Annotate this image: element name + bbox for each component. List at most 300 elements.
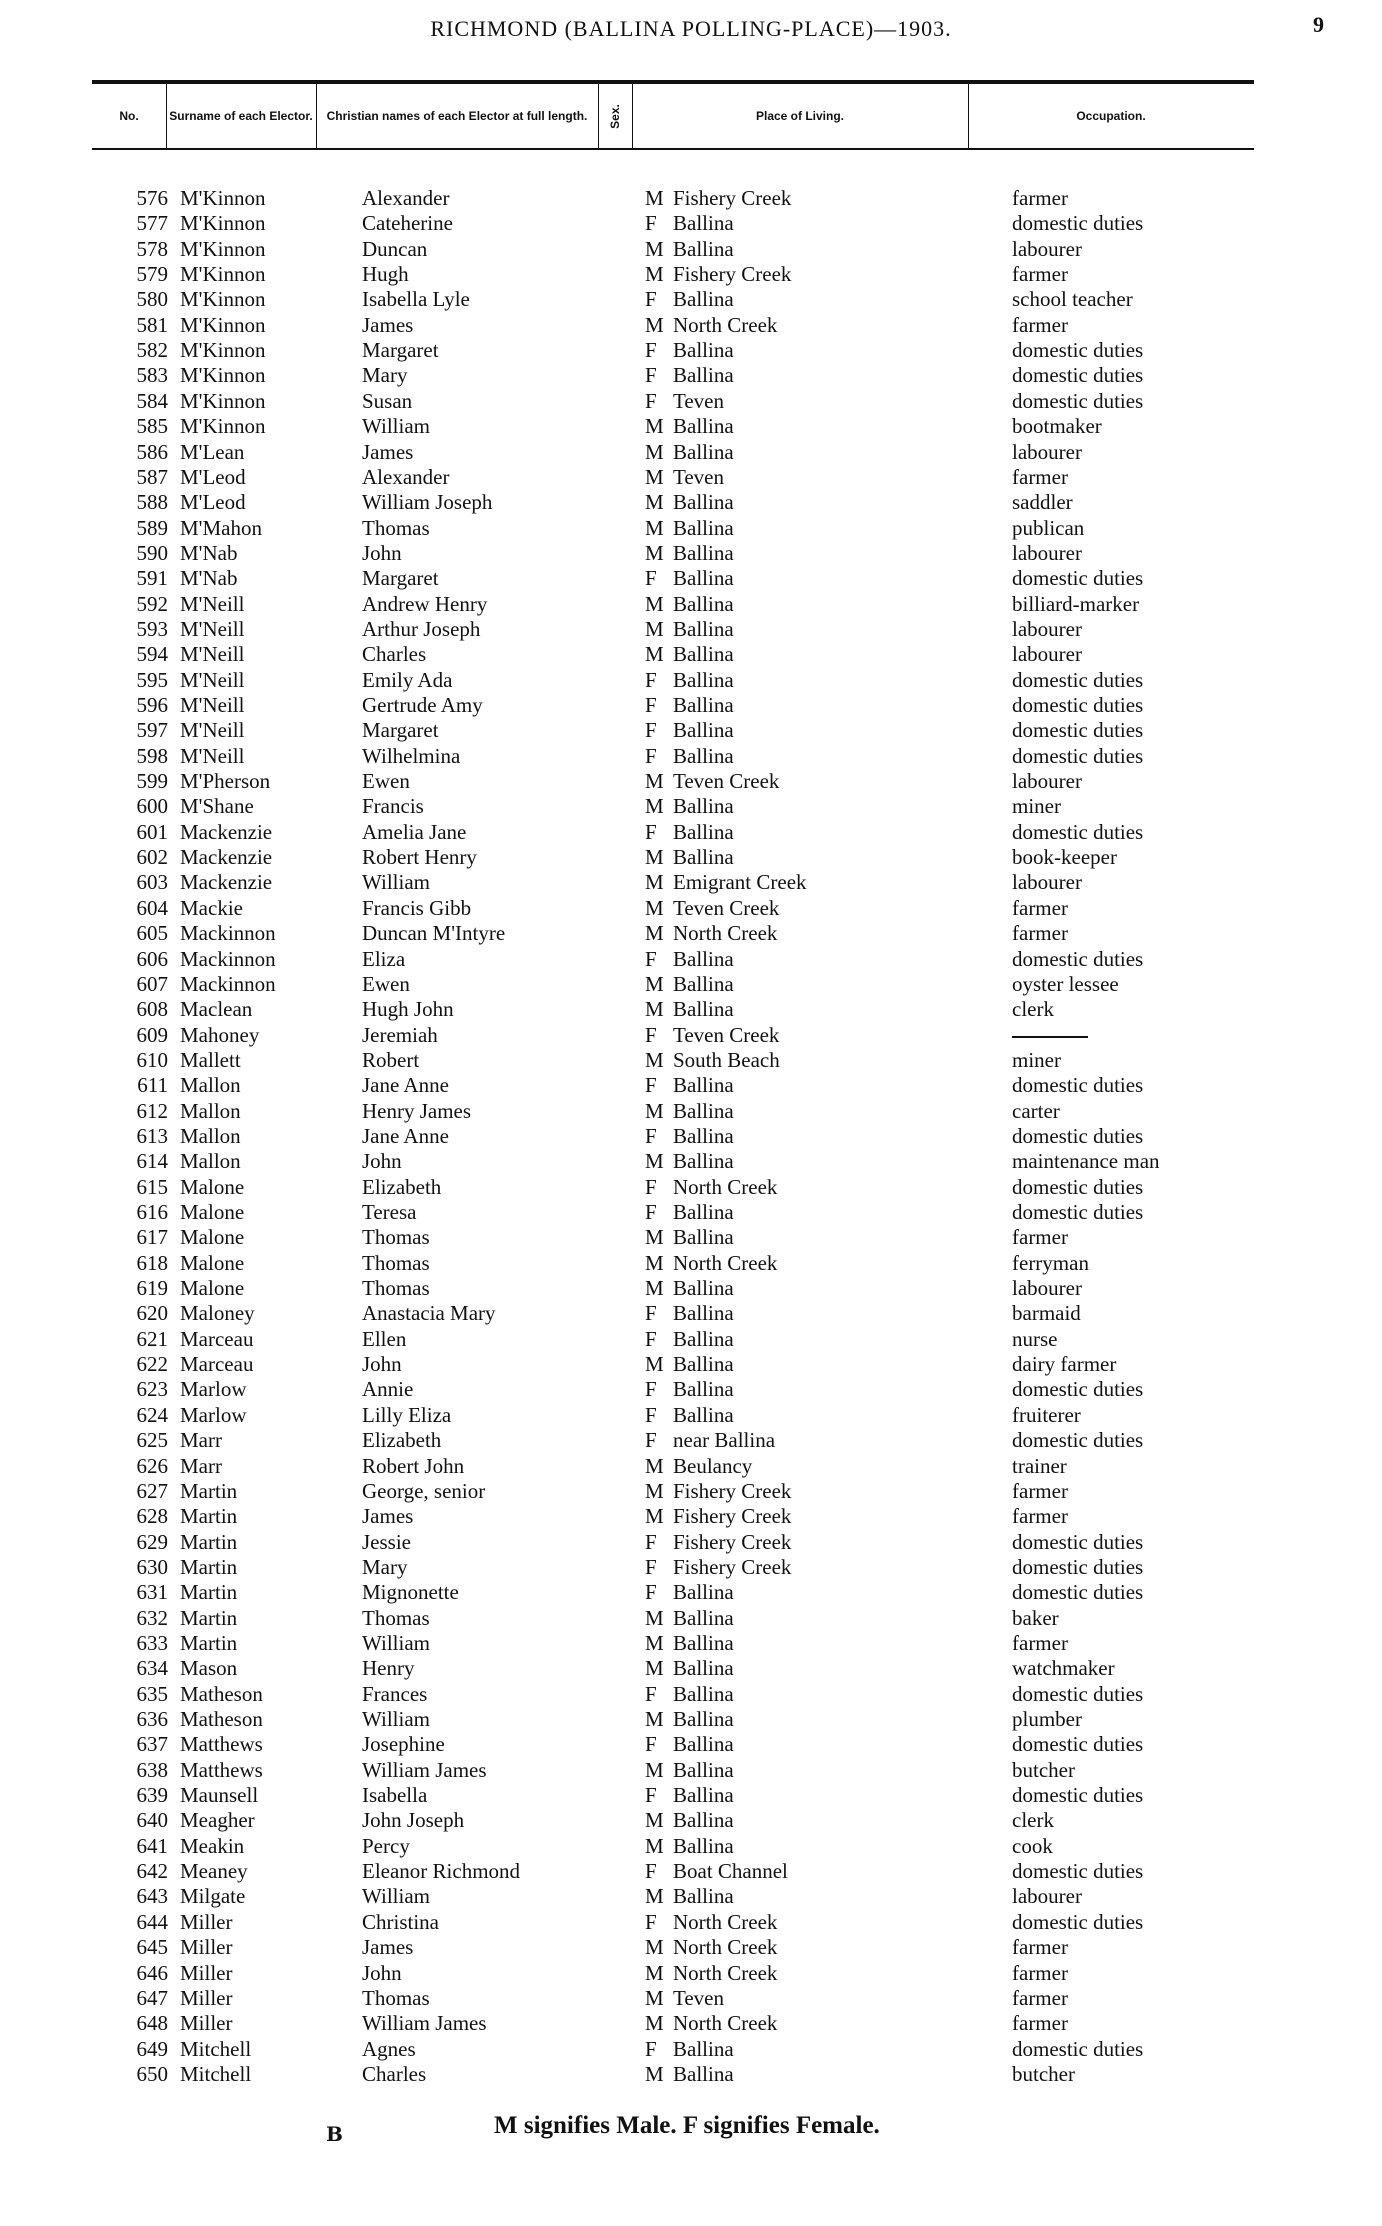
elector-christian-names: Mary — [362, 1554, 408, 1579]
elector-place: Fishery Creek — [673, 1554, 792, 1579]
elector-place: Ballina — [673, 591, 734, 616]
elector-sex: M — [645, 794, 664, 819]
elector-number: 599 — [136, 769, 168, 794]
elector-surname: Mason — [180, 1656, 238, 1681]
elector-place: Ballina — [673, 1757, 734, 1782]
elector-place: Ballina — [673, 946, 734, 971]
elector-surname: Mallon — [180, 1149, 241, 1174]
elector-christian-names: Cateherine — [362, 211, 453, 236]
elector-surname: Marr — [180, 1453, 222, 1478]
elector-christian-names: Robert — [362, 1047, 420, 1072]
elector-place: Ballina — [673, 1833, 734, 1858]
page-number: 9 — [1313, 12, 1324, 37]
elector-occupation: butcher — [1012, 2061, 1075, 2086]
elector-place: Ballina — [673, 1808, 734, 1833]
elector-occupation: labourer — [1012, 236, 1082, 261]
table-row — [0, 287, 1382, 312]
elector-number: 636 — [136, 1707, 168, 1731]
elector-place: Ballina — [673, 1884, 734, 1909]
elector-surname: Mackinnon — [180, 921, 276, 946]
elector-number: 633 — [136, 1630, 168, 1655]
elector-number: 582 — [136, 338, 168, 363]
elector-sex: M — [645, 769, 664, 794]
table-row — [0, 541, 1382, 566]
table-row — [0, 718, 1382, 743]
table-row — [0, 2062, 1382, 2087]
elector-place: North Creek — [673, 1174, 778, 1199]
elector-sex: F — [645, 693, 657, 717]
elector-christian-names: John — [362, 1149, 402, 1174]
elector-occupation: clerk — [1012, 1808, 1054, 1833]
elector-sex: F — [645, 743, 657, 768]
elector-number: 619 — [136, 1276, 168, 1301]
elector-sex: F — [645, 2036, 657, 2061]
elector-christian-names: William Joseph — [362, 490, 493, 515]
column-header-no: No. — [92, 84, 167, 148]
elector-number: 587 — [136, 464, 168, 489]
elector-occupation: saddler — [1012, 490, 1073, 515]
elector-surname: Marlow — [180, 1402, 247, 1427]
table-row — [0, 566, 1382, 591]
elector-sex: M — [645, 1960, 664, 1985]
elector-surname: Mallett — [180, 1047, 241, 1072]
elector-sex: F — [645, 1554, 657, 1579]
elector-occupation: domestic duties — [1012, 1681, 1144, 1706]
elector-surname: Mackie — [180, 895, 243, 920]
elector-number: 578 — [136, 236, 168, 261]
elector-place: Teven — [673, 464, 725, 489]
elector-number: 593 — [136, 616, 168, 641]
elector-place: Ballina — [673, 667, 734, 692]
elector-number: 580 — [136, 287, 168, 312]
elector-occupation: labourer — [1012, 616, 1082, 641]
elector-occupation: domestic duties — [1012, 1428, 1144, 1453]
elector-christian-names: Thomas — [362, 1276, 430, 1301]
elector-number: 649 — [136, 2036, 168, 2061]
elector-place: Ballina — [673, 363, 734, 388]
elector-christian-names: Thomas — [362, 1225, 430, 1250]
table-row — [0, 1530, 1382, 1555]
elector-surname: Mallon — [180, 1098, 241, 1123]
elector-surname: Maloney — [180, 1301, 255, 1326]
elector-sex: M — [645, 1935, 664, 1960]
elector-occupation: domestic duties — [1012, 338, 1144, 363]
elector-christian-names: William — [362, 1707, 430, 1731]
elector-surname: Mitchell — [180, 2061, 252, 2086]
elector-surname: Malone — [180, 1174, 245, 1199]
elector-sex: M — [645, 1833, 664, 1858]
elector-occupation: farmer — [1012, 1630, 1068, 1655]
elector-surname: M'Kinnon — [180, 262, 266, 287]
elector-number: 644 — [136, 1909, 168, 1934]
elector-place: Ballina — [673, 997, 734, 1022]
table-row — [0, 1935, 1382, 1960]
table-row — [0, 1707, 1382, 1732]
elector-christian-names: Jessie — [362, 1529, 411, 1554]
elector-christian-names: Henry James — [362, 1098, 472, 1123]
elector-surname: Marceau — [180, 1326, 254, 1351]
elector-number: 643 — [136, 1884, 168, 1909]
elector-christian-names: John — [362, 540, 402, 565]
elector-sex: M — [645, 921, 664, 946]
elector-number: 585 — [136, 414, 168, 439]
table-row — [0, 237, 1382, 262]
elector-place: Fishery Creek — [673, 1478, 792, 1503]
elector-place: Ballina — [673, 743, 734, 768]
table-row — [0, 1580, 1382, 1605]
elector-sex: M — [645, 997, 664, 1022]
elector-christian-names: Thomas — [362, 515, 430, 540]
elector-occupation: labourer — [1012, 1276, 1082, 1301]
table-row — [0, 262, 1382, 287]
elector-surname: M'Nab — [180, 566, 238, 591]
elector-surname: M'Mahon — [180, 515, 262, 540]
table-row — [0, 1149, 1382, 1174]
elector-number: 617 — [136, 1225, 168, 1250]
elector-place: Ballina — [673, 1402, 734, 1427]
elector-number: 606 — [136, 946, 168, 971]
elector-sex: F — [645, 1301, 657, 1326]
elector-place: Ballina — [673, 490, 734, 515]
elector-occupation: miner — [1012, 794, 1061, 819]
elector-number: 621 — [136, 1326, 168, 1351]
table-row — [0, 1631, 1382, 1656]
elector-occupation: nurse — [1012, 1326, 1058, 1351]
elector-sex: F — [645, 1200, 657, 1224]
elector-sex: M — [645, 2061, 664, 2086]
elector-place: Ballina — [673, 540, 734, 565]
table-row — [0, 465, 1382, 490]
elector-occupation: labourer — [1012, 1884, 1082, 1909]
table-row — [0, 1910, 1382, 1935]
table-row — [0, 997, 1382, 1022]
table-row — [0, 1327, 1382, 1352]
elector-occupation: farmer — [1012, 262, 1068, 287]
elector-christian-names: William — [362, 870, 430, 895]
elector-place: South Beach — [673, 1047, 780, 1072]
elector-christian-names: Lilly Eliza — [362, 1402, 452, 1427]
elector-place: Ballina — [673, 1098, 734, 1123]
elector-number: 623 — [136, 1377, 168, 1402]
table-row — [0, 2011, 1382, 2036]
elector-sex: F — [645, 1377, 657, 1402]
elector-number: 622 — [136, 1352, 168, 1377]
page-title: RICHMOND (BALLINA POLLING-PLACE)—1903. — [430, 16, 952, 41]
elector-sex: M — [645, 845, 664, 870]
elector-number: 612 — [136, 1098, 168, 1123]
elector-occupation: farmer — [1012, 1935, 1068, 1960]
elector-place: Ballina — [673, 642, 734, 667]
elector-number: 635 — [136, 1681, 168, 1706]
elector-number: 581 — [136, 312, 168, 337]
elector-occupation: farmer — [1012, 186, 1068, 210]
elector-sex: F — [645, 1428, 657, 1453]
elector-christian-names: Wilhelmina — [362, 743, 461, 768]
elector-number: 602 — [136, 845, 168, 870]
elector-christian-names: John — [362, 1960, 402, 1985]
elector-number: 584 — [136, 388, 168, 413]
elector-surname: M'Kinnon — [180, 287, 266, 312]
table-row — [0, 1555, 1382, 1580]
elector-surname: Mallon — [180, 1123, 241, 1148]
page-header — [0, 12, 1382, 42]
elector-occupation: baker — [1012, 1605, 1059, 1630]
elector-occupation: domestic duties — [1012, 1580, 1144, 1605]
elector-surname: Malone — [180, 1200, 245, 1224]
elector-occupation: trainer — [1012, 1453, 1067, 1478]
elector-christian-names: Margaret — [362, 338, 439, 363]
elector-surname: Martin — [180, 1529, 238, 1554]
elector-sex: M — [645, 186, 664, 210]
elector-place: Ballina — [673, 794, 734, 819]
elector-number: 645 — [136, 1935, 168, 1960]
elector-surname: M'Kinnon — [180, 312, 266, 337]
elector-christian-names: Robert John — [362, 1453, 465, 1478]
elector-number: 620 — [136, 1301, 168, 1326]
elector-sex: F — [645, 819, 657, 844]
elector-place: Ballina — [673, 439, 734, 464]
elector-surname: Mitchell — [180, 2036, 252, 2061]
elector-number: 647 — [136, 1985, 168, 2010]
elector-surname: M'Leod — [180, 490, 246, 515]
elector-christian-names: Jeremiah — [362, 1022, 438, 1047]
elector-surname: Mackenzie — [180, 870, 273, 895]
elector-place: Ballina — [673, 1580, 734, 1605]
column-header-place: Place of Living. — [632, 84, 969, 148]
column-header-occupation: Occupation. — [1076, 108, 1146, 123]
elector-occupation: labourer — [1012, 540, 1082, 565]
elector-sex: F — [645, 1529, 657, 1554]
elector-occupation: publican — [1012, 515, 1085, 540]
elector-place: Ballina — [673, 1276, 734, 1301]
elector-number: 605 — [136, 921, 168, 946]
elector-sex: M — [645, 540, 664, 565]
elector-sex: M — [645, 1225, 664, 1250]
elector-place: Ballina — [673, 2061, 734, 2086]
table-row — [0, 1124, 1382, 1149]
elector-place: Ballina — [673, 1123, 734, 1148]
elector-christian-names: Frances — [362, 1681, 428, 1706]
elector-number: 611 — [137, 1073, 168, 1098]
elector-sex: F — [645, 287, 657, 312]
elector-occupation: labourer — [1012, 642, 1082, 667]
table-row — [0, 1808, 1382, 1833]
elector-surname: M'Kinnon — [180, 338, 266, 363]
column-header-surname: Surname of each Elector. — [166, 84, 317, 148]
elector-sex: M — [645, 971, 664, 996]
elector-sex: M — [645, 515, 664, 540]
elector-surname: M'Nab — [180, 540, 238, 565]
elector-surname: Matheson — [180, 1707, 263, 1731]
elector-number: 600 — [136, 794, 168, 819]
elector-surname: Malone — [180, 1250, 245, 1275]
elector-place: Teven Creek — [673, 895, 780, 920]
elector-occupation: domestic duties — [1012, 693, 1144, 717]
signature-mark: B — [326, 2122, 343, 2146]
table-row — [0, 516, 1382, 541]
table-row — [0, 1986, 1382, 2011]
elector-sex: M — [645, 1149, 664, 1174]
elector-occupation: barmaid — [1012, 1301, 1081, 1326]
table-row — [0, 1301, 1382, 1326]
elector-sex: M — [645, 895, 664, 920]
table-row — [0, 820, 1382, 845]
elector-christian-names: James — [362, 312, 414, 337]
elector-christian-names: Francis Gibb — [362, 895, 472, 920]
elector-place: Ballina — [673, 1707, 734, 1731]
elector-occupation: oyster lessee — [1012, 971, 1119, 996]
elector-place: Fishery Creek — [673, 186, 792, 210]
elector-sex: M — [645, 1707, 664, 1731]
elector-occupation: cook — [1012, 1833, 1053, 1858]
elector-christian-names: Teresa — [362, 1200, 417, 1224]
elector-surname: Miller — [180, 2011, 233, 2036]
elector-occupation: farmer — [1012, 2011, 1068, 2036]
elector-sex: F — [645, 667, 657, 692]
elector-place: Ballina — [673, 338, 734, 363]
elector-occupation: domestic duties — [1012, 946, 1144, 971]
elector-number: 624 — [136, 1402, 168, 1427]
elector-sex: M — [645, 1047, 664, 1072]
elector-occupation: farmer — [1012, 464, 1068, 489]
elector-christian-names: William — [362, 414, 430, 439]
elector-christian-names: Thomas — [362, 1250, 430, 1275]
page-footer — [0, 2112, 1382, 2152]
elector-christian-names: Duncan M'Intyre — [362, 921, 506, 946]
elector-surname: Milgate — [180, 1884, 246, 1909]
elector-number: 641 — [136, 1833, 168, 1858]
elector-number: 634 — [136, 1656, 168, 1681]
elector-place: North Creek — [673, 921, 778, 946]
elector-number: 586 — [136, 439, 168, 464]
elector-place: Ballina — [673, 1783, 734, 1808]
elector-number: 591 — [136, 566, 168, 591]
elector-number: 610 — [136, 1047, 168, 1072]
elector-occupation: farmer — [1012, 1960, 1068, 1985]
elector-surname: Maunsell — [180, 1783, 259, 1808]
elector-place: Teven — [673, 1985, 725, 2010]
elector-christian-names: Isabella — [362, 1783, 428, 1808]
table-row — [0, 1606, 1382, 1631]
elector-sex: M — [645, 1884, 664, 1909]
elector-place: Ballina — [673, 1352, 734, 1377]
elector-number: 576 — [136, 186, 168, 210]
occupation-dash — [1012, 1023, 1088, 1048]
elector-place: Ballina — [673, 211, 734, 236]
elector-sex: M — [645, 1352, 664, 1377]
elector-sex: M — [645, 1656, 664, 1681]
elector-occupation: clerk — [1012, 997, 1054, 1022]
elector-occupation: book-keeper — [1012, 845, 1117, 870]
elector-christian-names: William James — [362, 2011, 487, 2036]
elector-number: 618 — [136, 1250, 168, 1275]
elector-christian-names: Agnes — [362, 2036, 416, 2061]
elector-place: Ballina — [673, 414, 734, 439]
elector-place: Ballina — [673, 845, 734, 870]
elector-sex: M — [645, 312, 664, 337]
elector-number: 638 — [136, 1757, 168, 1782]
elector-christian-names: Ewen — [362, 971, 410, 996]
elector-number: 588 — [136, 490, 168, 515]
elector-place: Boat Channel — [673, 1859, 788, 1884]
elector-sex: M — [645, 1453, 664, 1478]
elector-surname: Marr — [180, 1428, 222, 1453]
elector-sex: M — [645, 1098, 664, 1123]
table-row — [0, 896, 1382, 921]
elector-surname: M'Neill — [180, 693, 245, 717]
elector-number: 604 — [136, 895, 168, 920]
elector-christian-names: Christina — [362, 1909, 439, 1934]
elector-surname: M'Kinnon — [180, 388, 266, 413]
elector-number: 579 — [136, 262, 168, 287]
elector-number: 640 — [136, 1808, 168, 1833]
elector-number: 626 — [136, 1453, 168, 1478]
elector-place: Emigrant Creek — [673, 870, 807, 895]
elector-sex: F — [645, 1022, 657, 1047]
elector-number: 613 — [136, 1123, 168, 1148]
elector-place: Ballina — [673, 287, 734, 312]
elector-sex: F — [645, 1073, 657, 1098]
table-row — [0, 642, 1382, 667]
elector-surname: Martin — [180, 1630, 238, 1655]
elector-sex: M — [645, 1276, 664, 1301]
table-row — [0, 1454, 1382, 1479]
elector-place: Ballina — [673, 1732, 734, 1757]
elector-surname: Marceau — [180, 1352, 254, 1377]
elector-occupation: domestic duties — [1012, 211, 1144, 236]
elector-occupation: plumber — [1012, 1707, 1082, 1731]
elector-surname: M'Lean — [180, 439, 245, 464]
elector-number: 625 — [136, 1428, 168, 1453]
elector-christian-names: Charles — [362, 642, 427, 667]
elector-place: Ballina — [673, 1656, 734, 1681]
elector-christian-names: Mignonette — [362, 1580, 459, 1605]
table-row — [0, 1377, 1382, 1402]
elector-sex: M — [645, 1250, 664, 1275]
elector-christian-names: Annie — [362, 1377, 414, 1402]
elector-christian-names: Thomas — [362, 1605, 430, 1630]
elector-christian-names: William — [362, 1630, 430, 1655]
table-row — [0, 744, 1382, 769]
table-row — [0, 1479, 1382, 1504]
elector-place: Ballina — [673, 236, 734, 261]
elector-number: 589 — [136, 515, 168, 540]
elector-occupation: labourer — [1012, 439, 1082, 464]
table-row — [0, 440, 1382, 465]
table-row — [0, 921, 1382, 946]
elector-surname: M'Neill — [180, 667, 245, 692]
elector-number: 583 — [136, 363, 168, 388]
elector-number: 631 — [136, 1580, 168, 1605]
elector-number: 592 — [136, 591, 168, 616]
elector-surname: Malone — [180, 1276, 245, 1301]
elector-surname: Maclean — [180, 997, 253, 1022]
elector-sex: F — [645, 388, 657, 413]
table-row — [0, 1200, 1382, 1225]
elector-sex: F — [645, 363, 657, 388]
table-row — [0, 617, 1382, 642]
elector-number: 637 — [136, 1732, 168, 1757]
table-row — [0, 1352, 1382, 1377]
elector-place: North Creek — [673, 1909, 778, 1934]
elector-surname: M'Pherson — [180, 769, 271, 794]
elector-sex: M — [645, 1630, 664, 1655]
elector-surname: Malone — [180, 1225, 245, 1250]
elector-occupation: farmer — [1012, 1504, 1068, 1529]
elector-sex: F — [645, 566, 657, 591]
elector-occupation: billiard-marker — [1012, 591, 1140, 616]
elector-occupation: maintenance man — [1012, 1149, 1160, 1174]
